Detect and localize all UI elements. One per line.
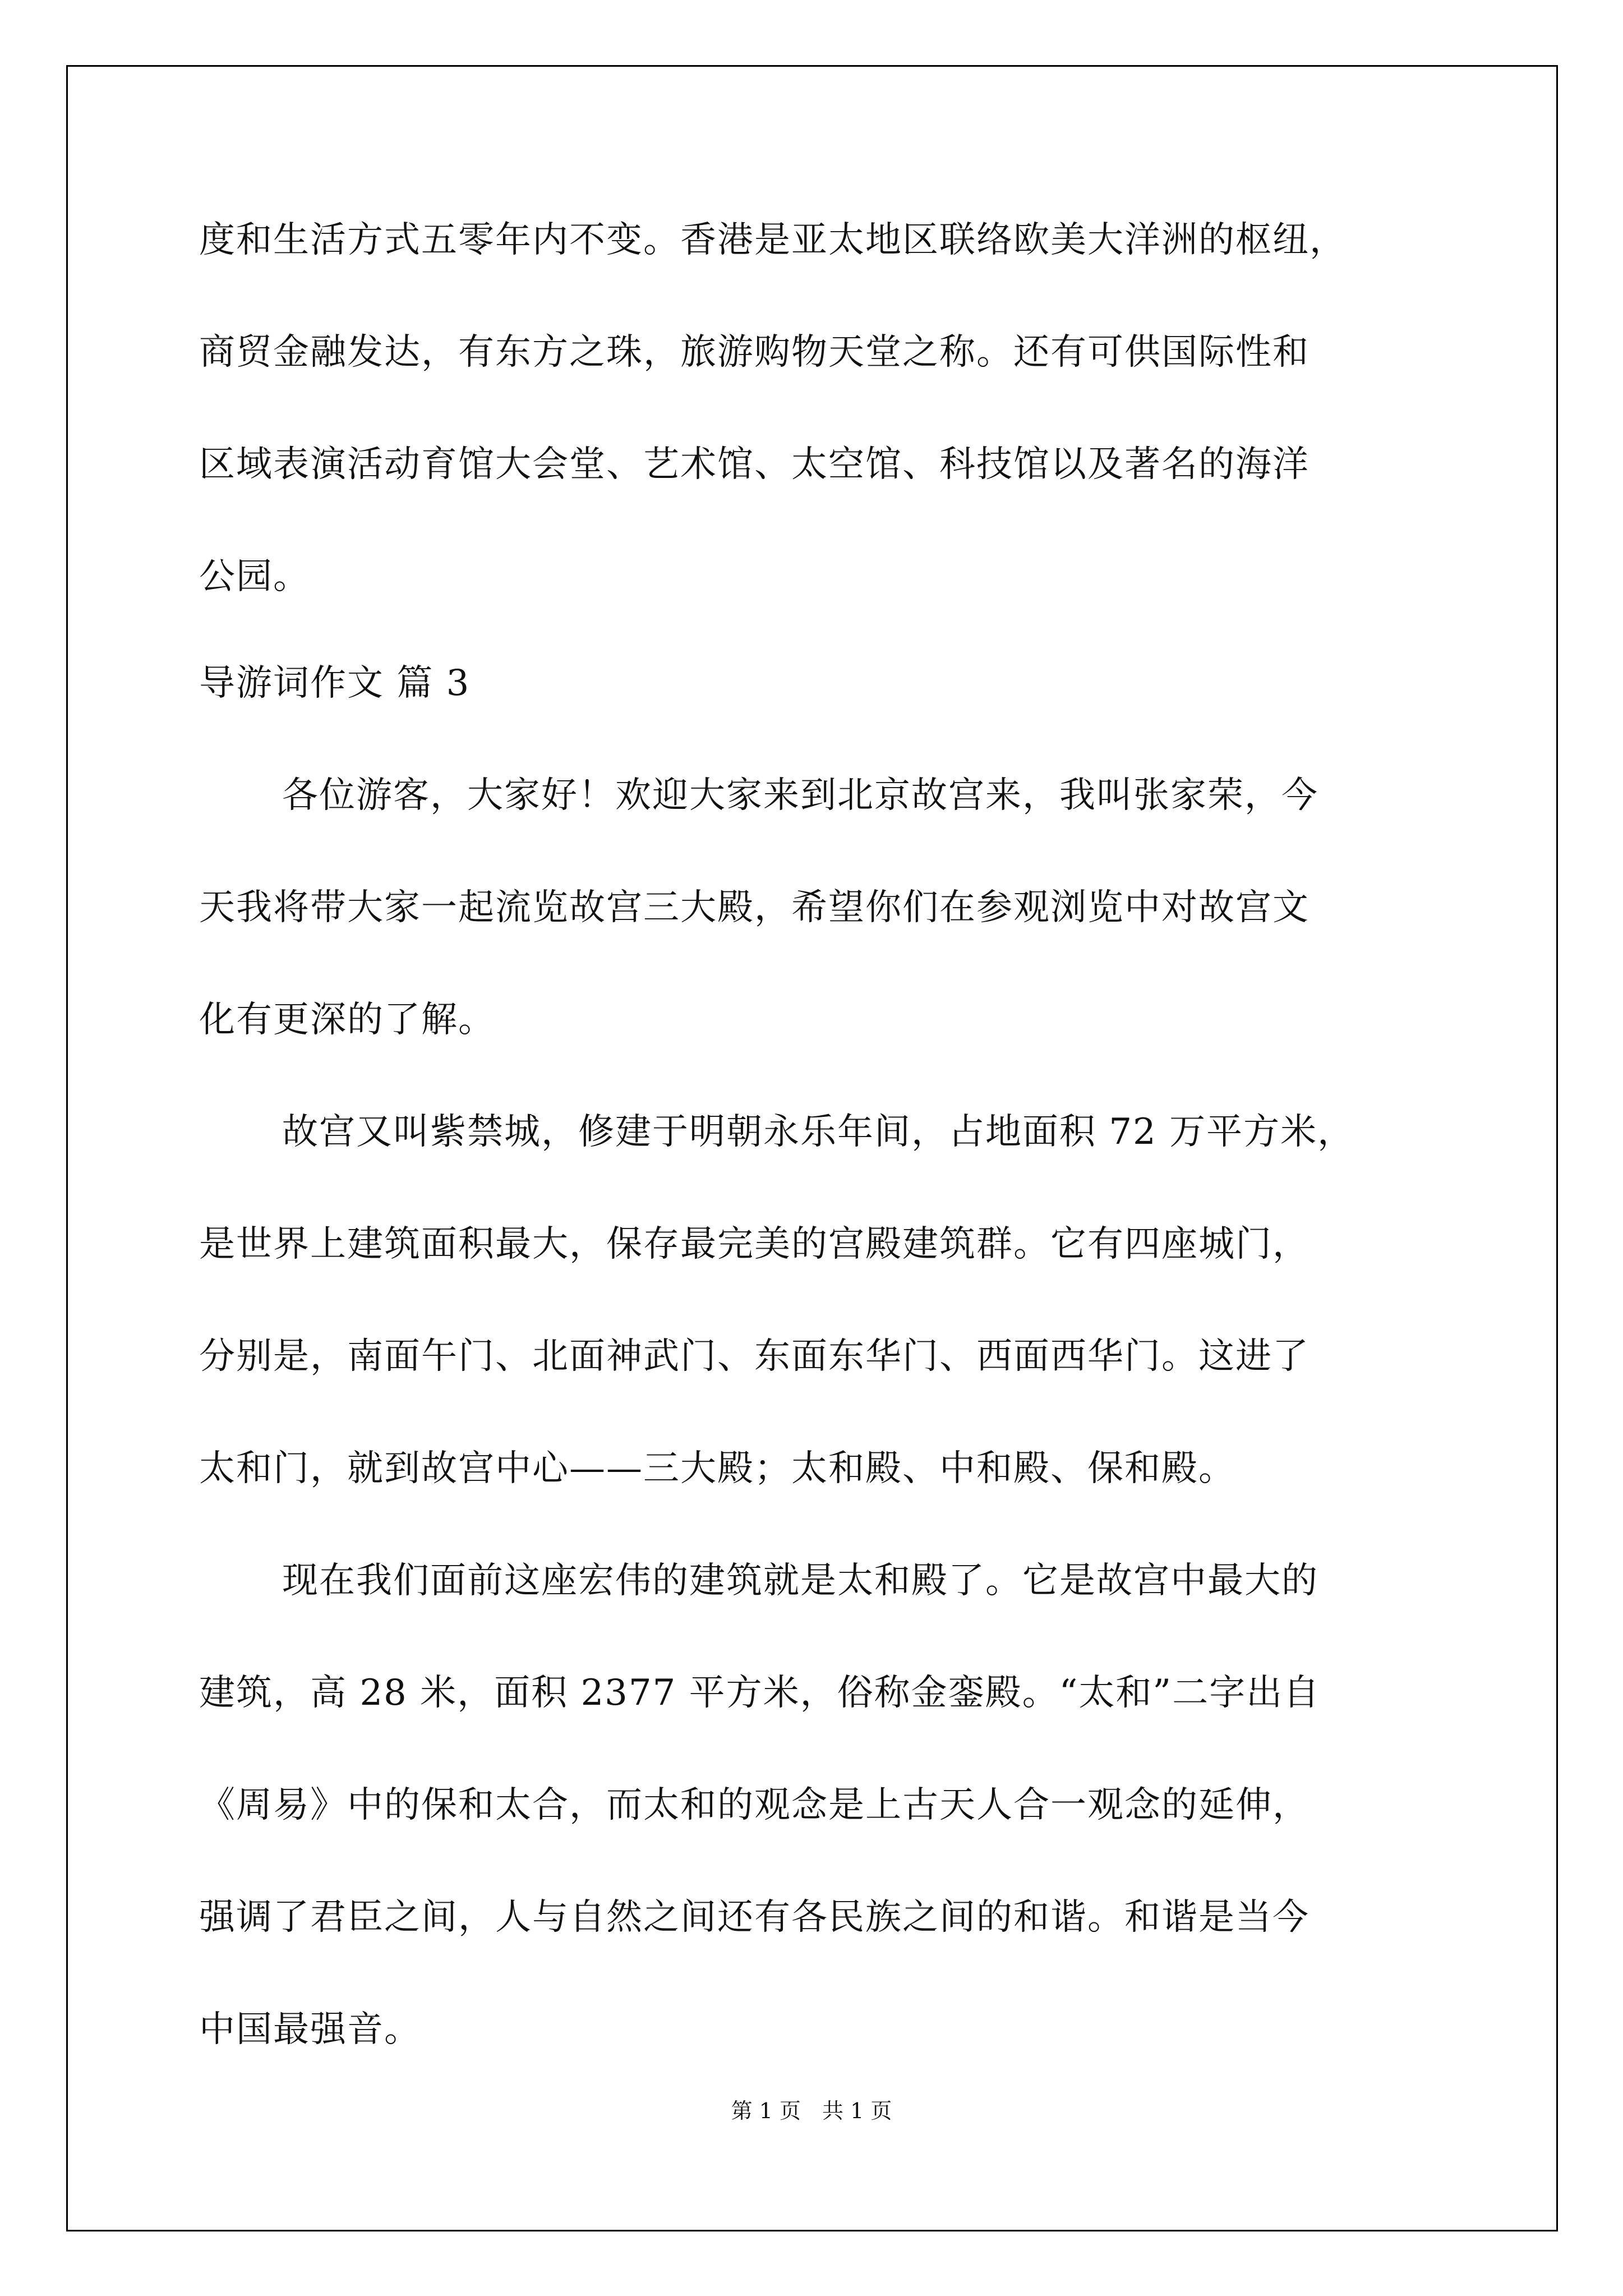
section-heading: 导游词作文 篇 3 bbox=[199, 662, 471, 704]
text-line: 分别是，南面午门、北面神武门、东面东华门、西面西华门。这进了 bbox=[199, 1336, 1310, 1377]
text-line: 是世界上建筑面积最大，保存最完美的宫殿建筑群。它有四座城门， bbox=[199, 1223, 1310, 1265]
paragraph-start-line: 各位游客，大家好！欢迎大家来到北京故宫来，我叫张家荣，今 bbox=[282, 775, 1318, 816]
text-line: 太和门，就到故宫中心——三大殿；太和殿、中和殿、保和殿。 bbox=[199, 1448, 1235, 1489]
page-number-footer: 第 1 页 共 1 页 bbox=[731, 2099, 892, 2123]
text-line: 强调了君臣之间，人与自然之间还有各民族之间的和谐。和谐是当今 bbox=[199, 1897, 1310, 1938]
text-line: 中国最强音。 bbox=[199, 2009, 421, 2050]
text-line: 区域表演活动育馆大会堂、艺术馆、太空馆、科技馆以及著名的海洋 bbox=[199, 444, 1310, 485]
text-line: 化有更深的了解。 bbox=[199, 999, 495, 1041]
text-line: 建筑，高 28 米，面积 2377 平方米，俗称金銮殿。“太和”二字出自 bbox=[199, 1672, 1321, 1714]
text-line: 商贸金融发达，有东方之珠，旅游购物天堂之称。还有可供国际性和 bbox=[199, 332, 1310, 373]
text-line: 《周易》中的保和太合，而太和的观念是上古天人合一观念的延伸， bbox=[199, 1784, 1310, 1826]
paragraph-start-line: 故宫又叫紫禁城，修建于明朝永乐年间，占地面积 72 万平方米， bbox=[282, 1111, 1355, 1153]
text-line: 度和生活方式五零年内不变。香港是亚太地区联络欧美大洋洲的枢纽， bbox=[199, 219, 1347, 261]
text-line: 天我将带大家一起流览故宫三大殿，希望你们在参观浏览中对故宫文 bbox=[199, 887, 1310, 928]
text-line: 公园。 bbox=[199, 556, 310, 597]
paragraph-start-line: 现在我们面前这座宏伟的建筑就是太和殿了。它是故宫中最大的 bbox=[282, 1560, 1318, 1602]
